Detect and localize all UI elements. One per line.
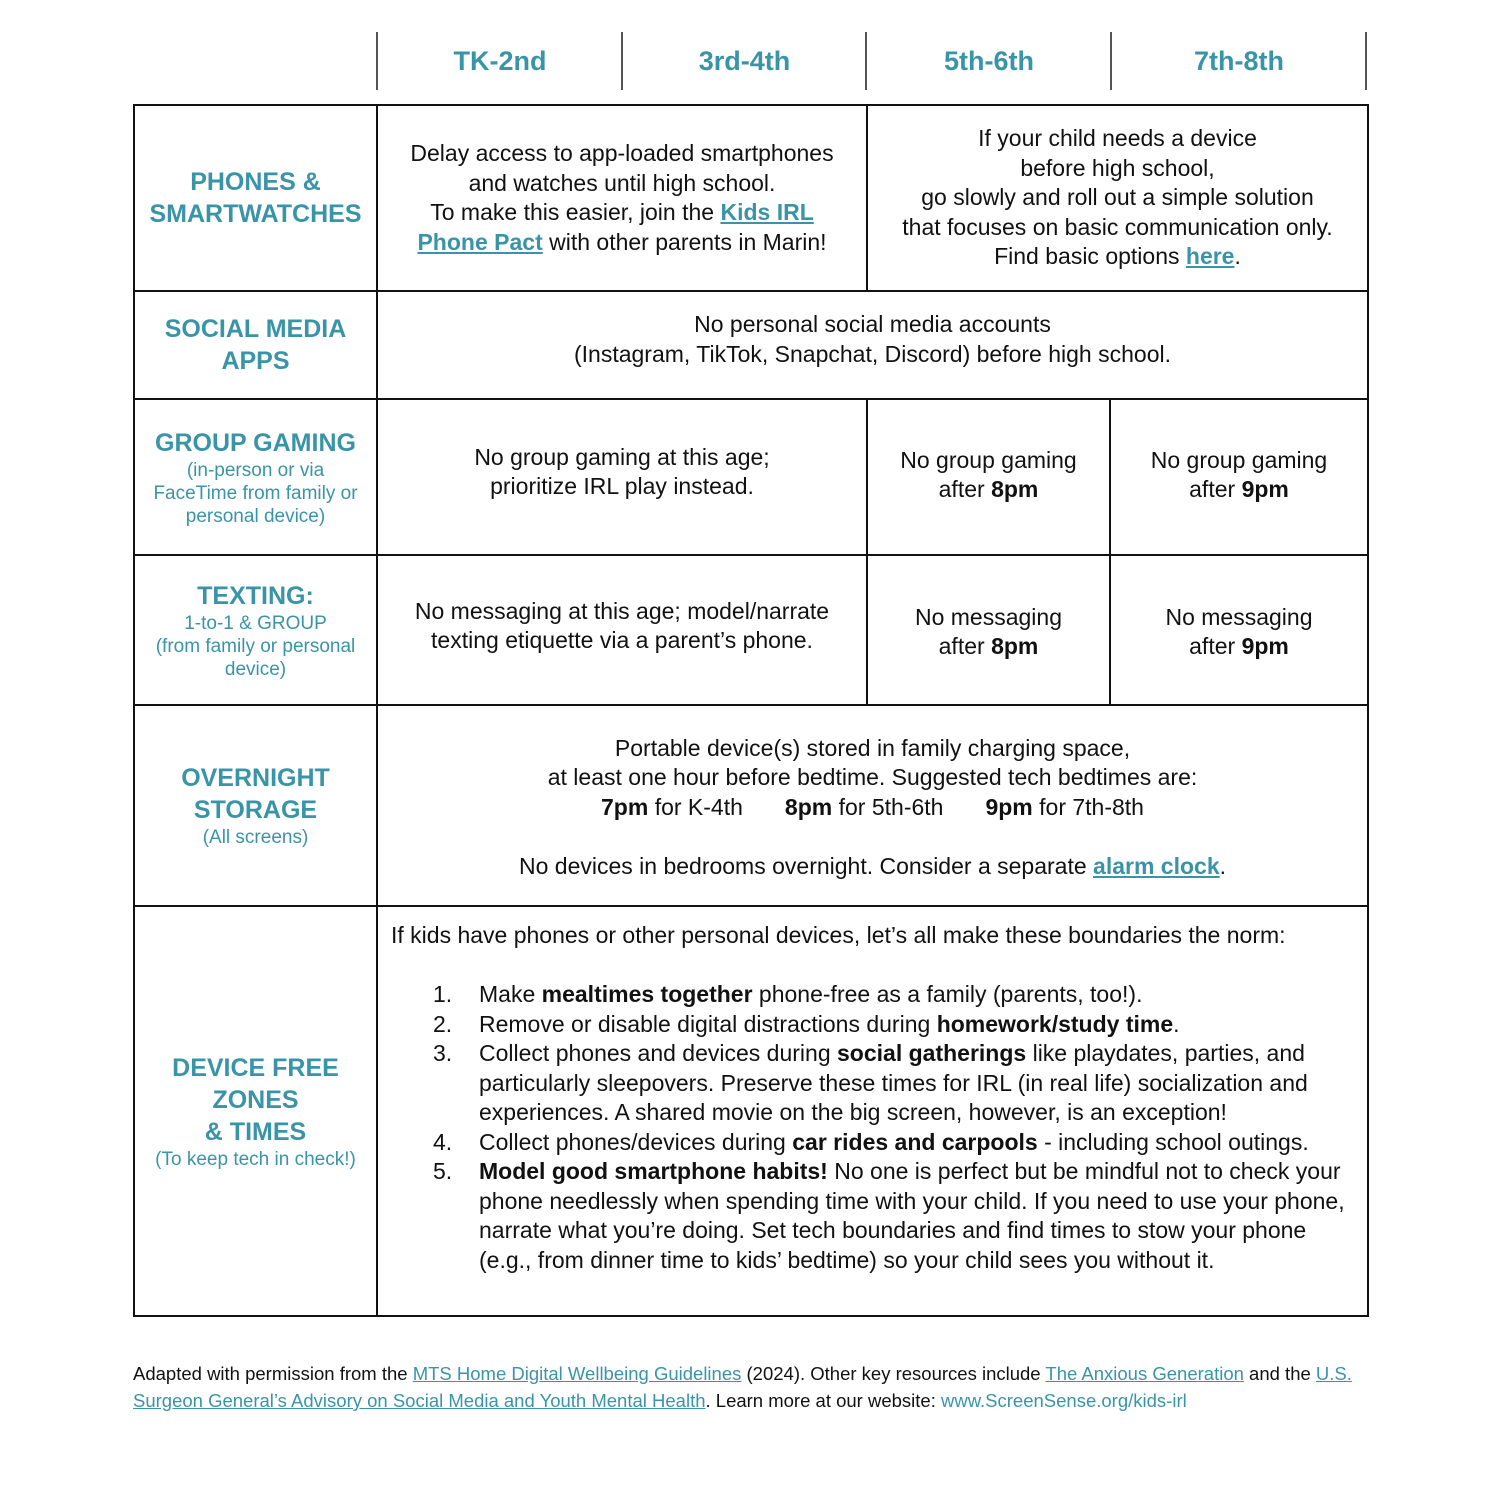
text: after	[1189, 633, 1242, 659]
row-subtitle: (To keep tech in check!)	[155, 1148, 356, 1170]
item-emphasis: social gatherings	[837, 1040, 1027, 1066]
time-bold: 8pm	[991, 633, 1039, 659]
text-line: No personal social media accounts	[694, 311, 1051, 337]
kids-irl-link[interactable]: Kids IRL	[720, 199, 814, 225]
surgeon-general-advisory-link[interactable]: U.S. Surgeon General’s Advisory on Social Media and Youth Mental Health	[133, 1363, 1352, 1411]
text-line	[1189, 632, 1289, 662]
row-title: STORAGE	[193, 796, 318, 824]
gaming-7th-8th-cell	[1111, 400, 1367, 554]
gaming-5th-6th-cell	[868, 400, 1109, 554]
item-text: Make	[479, 981, 542, 1007]
row-label-phones	[135, 106, 376, 290]
text-line	[939, 632, 1039, 662]
basic-options-here-link[interactable]: here	[1185, 243, 1235, 270]
item-emphasis: homework/study time	[936, 1010, 1174, 1037]
item-text: - including school outings.	[1037, 1128, 1309, 1155]
row-title: SOCIAL MEDIA	[164, 315, 347, 343]
text-line: at least one hour before bedtime. Suggested tech bedtimes are:	[547, 764, 1198, 791]
row-label-social-media	[135, 292, 376, 398]
bedtime-5-6: 8pm	[784, 793, 833, 820]
overnight-storage-cell	[378, 706, 1367, 905]
list-item	[391, 1157, 1345, 1275]
text-line: No messaging at this age; model/narrate	[414, 597, 830, 624]
text-line: If your child needs a device	[978, 125, 1257, 152]
time-bold: 8pm	[991, 476, 1039, 502]
item-emphasis: mealtimes together	[541, 981, 753, 1007]
alarm-clock-link[interactable]: alarm clock	[1093, 852, 1220, 879]
list-item	[391, 1039, 1345, 1128]
text: .	[1234, 243, 1241, 270]
row-title: APPS	[221, 347, 290, 375]
text-line: prioritize IRL play instead.	[490, 473, 754, 499]
text-line: texting etiquette via a parent’s phone.	[431, 627, 813, 653]
list-number: 2.	[433, 1010, 453, 1037]
footer-text: Adapted with permission from the	[133, 1363, 413, 1384]
text-line: (Instagram, TikTok, Snapchat, Discord) before high school.	[573, 340, 1171, 367]
row-subtitle: (All screens)	[202, 827, 309, 848]
item-emphasis: Model good smartphone habits!	[479, 1158, 828, 1184]
text: No devices in bedrooms overnight. Consider a separate	[518, 852, 1094, 879]
text-line: that focuses on basic communication only.	[902, 213, 1333, 240]
text-line	[430, 198, 814, 228]
phone-pact-link[interactable]: Phone Pact	[417, 228, 543, 255]
row-title: GROUP GAMING	[155, 428, 356, 457]
social-media-cell	[378, 292, 1367, 398]
list-number: 4.	[433, 1128, 453, 1155]
header-5th-6th: 5th-6th	[944, 45, 1034, 76]
guidelines-table	[133, 104, 1369, 1317]
anxious-generation-link[interactable]: The Anxious Generation	[1045, 1363, 1244, 1384]
device-free-zones-cell	[378, 907, 1367, 1315]
list-item	[391, 980, 1345, 1010]
text-line: No group gaming	[900, 446, 1077, 473]
list-number: 5.	[433, 1158, 453, 1184]
footer-attribution	[133, 1360, 1373, 1414]
text: .	[1219, 852, 1227, 879]
mts-guidelines-link[interactable]: MTS Home Digital Wellbeing Guidelines	[412, 1363, 742, 1384]
text: after	[1189, 476, 1242, 502]
text-line	[994, 242, 1241, 272]
item-text: Collect phones/devices during	[479, 1128, 793, 1155]
list-number: 3.	[433, 1040, 453, 1066]
item-text: like playdates, parties, and particularly sleepovers. Preserve these times for IRL (in real life) socialization and experiences. A shared movie on the big screen, however, is an exception!	[479, 1040, 1308, 1125]
text: after	[938, 476, 992, 502]
footer-text: (2024). Other key resources include	[741, 1363, 1046, 1384]
row-subtitle: device)	[224, 658, 287, 680]
row-label-texting	[135, 556, 376, 704]
text: for 5th-6th	[832, 793, 944, 820]
text-line	[939, 475, 1039, 505]
list-item	[391, 1128, 1345, 1158]
row-title: DEVICE FREE	[172, 1053, 339, 1082]
grade-header-row	[376, 32, 1368, 90]
row-label-group-gaming	[135, 400, 376, 554]
footer-text: . Learn more at our website:	[705, 1390, 941, 1411]
row-subtitle: (from family or personal	[155, 635, 356, 657]
time-bold: 9pm	[1241, 633, 1289, 659]
text: with other parents in Marin!	[542, 228, 827, 255]
row-label-device-free-zones	[135, 907, 376, 1315]
item-emphasis: car rides and carpools	[792, 1128, 1038, 1155]
row-title: OVERNIGHT	[181, 764, 330, 792]
text-line	[519, 852, 1226, 882]
website-url[interactable]: www.ScreenSense.org/kids-irl	[940, 1390, 1187, 1411]
zones-intro: If kids have phones or other personal devices, let’s all make these boundaries the norm:	[391, 922, 1286, 948]
text: for K-4th	[648, 793, 743, 820]
texting-7th-8th-cell	[1111, 556, 1367, 704]
texting-5th-6th-cell	[868, 556, 1109, 704]
bedtime-k4: 7pm	[601, 793, 649, 820]
row-title: ZONES	[212, 1085, 299, 1114]
text-line: No group gaming at this age;	[474, 443, 770, 470]
row-subtitle: personal device)	[185, 505, 326, 527]
boundaries-list	[391, 980, 1345, 1275]
text-line: go slowly and roll out a simple solution	[921, 184, 1314, 211]
row-subtitle: 1-to-1 & GROUP	[184, 612, 327, 634]
item-text: No one is perfect but be mindful not to check your phone needlessly when spending time with your child. If you need to use your phone, narrate what you’re doing. Set tech boundaries and find times to stow your phone (e.g., from dinner time to kids’ bedtime) so your child sees you without it.	[479, 1158, 1345, 1273]
text-line	[1189, 475, 1289, 505]
list-item	[391, 1010, 1345, 1040]
list-number: 1.	[433, 981, 453, 1007]
row-subtitle: FaceTime from family or	[153, 482, 358, 504]
text-line	[417, 228, 826, 258]
header-divider	[1365, 32, 1367, 90]
row-label-overnight-storage	[135, 706, 376, 905]
text-line: No messaging	[914, 603, 1063, 630]
row-subtitle: (in-person or via	[186, 459, 325, 481]
text-line: No messaging	[1165, 603, 1313, 630]
phones-tk-4th-cell	[378, 106, 866, 290]
text-line: and watches until high school.	[468, 169, 776, 196]
item-text: phone-free as a family (parents, too!).	[752, 981, 1143, 1007]
text: Find basic options	[994, 243, 1186, 270]
item-text: .	[1173, 1010, 1180, 1037]
text: for 7th-8th	[1032, 793, 1144, 820]
time-bold: 9pm	[1241, 476, 1289, 502]
text-line: Delay access to app-loaded smartphones	[410, 140, 834, 166]
item-text: Collect phones and devices during	[479, 1040, 838, 1066]
text: after	[938, 633, 992, 659]
bedtimes-line	[601, 793, 1144, 823]
text-line: Portable device(s) stored in family charging space,	[614, 734, 1131, 761]
footer-text: and the	[1243, 1363, 1316, 1384]
gaming-tk-4th-cell	[378, 400, 866, 554]
row-title: & TIMES	[204, 1117, 307, 1146]
text: To make this easier, join the	[430, 199, 721, 225]
header-3rd-4th: 3rd-4th	[698, 45, 791, 76]
row-title: TEXTING:	[197, 581, 314, 610]
text-line: No group gaming	[1150, 446, 1328, 473]
texting-tk-4th-cell	[378, 556, 866, 704]
bedtime-7-8: 9pm	[985, 793, 1033, 820]
phones-5th-8th-cell	[868, 106, 1367, 290]
text-line: before high school,	[1020, 154, 1215, 181]
row-title: PHONES &	[190, 168, 321, 196]
header-tk-2nd: TK-2nd	[453, 45, 547, 76]
header-7th-8th: 7th-8th	[1194, 45, 1284, 76]
item-text: Remove or disable digital distractions during	[479, 1010, 937, 1037]
row-title: SMARTWATCHES	[149, 200, 362, 228]
